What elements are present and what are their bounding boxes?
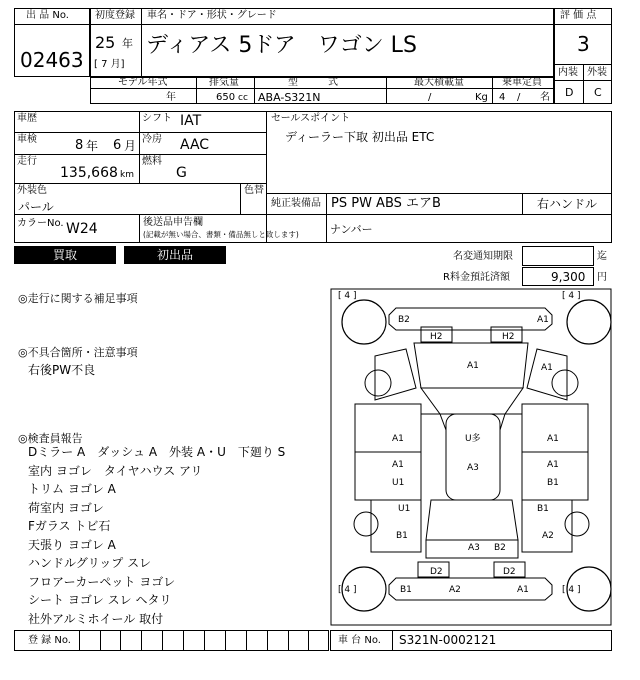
report-line: ハンドルグリップ スレ <box>28 556 152 570</box>
interior-grade: D <box>565 86 574 99</box>
damage-mark: A1 <box>547 434 559 444</box>
capacity-label: 乗車定員 <box>502 77 542 88</box>
damage-mark: A1 <box>392 460 404 470</box>
ac-value: AAC <box>180 137 210 153</box>
chassis-no: S321N-0002121 <box>399 633 497 647</box>
defect-notes-title: ◎不具合箇所・注意事項 <box>18 346 138 359</box>
inspector-report-title: ◎検査員報告 <box>18 432 83 445</box>
damage-mark: A1 <box>541 363 553 373</box>
car-name: ディアス 5ドア ワゴン LS <box>146 33 417 58</box>
damage-mark: A1 <box>537 315 549 325</box>
shaken-month: 6 <box>113 138 122 153</box>
post-document-note: (記載が無い場合、書類・備品無しと致します) <box>143 230 299 239</box>
capacity: 4 <box>499 92 506 103</box>
car-name-label: 車名・ドア・形状・グレード <box>147 10 277 21</box>
displacement-unit: cc <box>238 93 248 103</box>
damage-mark: A2 <box>542 531 554 541</box>
mileage-unit: km <box>120 170 134 180</box>
yen-unit: 円 <box>597 272 607 283</box>
fuel-value: G <box>176 165 187 181</box>
damage-mark: A3 <box>467 463 479 473</box>
tire-front-right <box>567 300 611 344</box>
report-line: Fガラス トビ石 <box>28 519 111 533</box>
damage-mark: A1 <box>392 434 404 444</box>
damage-mark: A3 <box>468 543 480 553</box>
report-line: フロアーカーペット ヨゴレ <box>28 574 176 589</box>
shaken-year-unit: 年 <box>86 139 99 153</box>
tire-label: [ 4 ] <box>562 585 581 595</box>
displacement: 650 <box>216 92 236 103</box>
max-load-label: 最大積載量 <box>414 77 464 88</box>
color-no: W24 <box>66 221 98 237</box>
damage-mark: B1 <box>547 478 559 488</box>
fuel-label: 燃料 <box>142 156 162 167</box>
car-damage-diagram <box>330 288 612 626</box>
defect-text: 右後PW不良 <box>28 363 96 377</box>
damage-mark: B2 <box>398 315 410 325</box>
options-value: PS PW ABS エアB <box>331 196 441 211</box>
grade-label: 評 価 点 <box>560 10 597 21</box>
report-line: 荷室内 ヨゴレ <box>28 500 104 515</box>
damage-mark: U多 <box>465 434 481 444</box>
damage-mark: A1 <box>467 361 479 371</box>
registration-month: [ 7 月] <box>94 59 125 70</box>
damage-mark: D2 <box>503 567 516 577</box>
exterior-grade: C <box>594 86 602 99</box>
name-change-unit: 迄 <box>597 251 607 262</box>
mileage: 135,668 <box>60 165 118 181</box>
damage-mark: B1 <box>400 585 412 595</box>
shaken-year: 8 <box>75 138 84 153</box>
shift-label: シフト <box>142 113 172 124</box>
report-line: シート ヨゴレ スレ ヘタリ <box>28 593 172 607</box>
number-plate-label: ナンバー <box>330 223 373 236</box>
ac-label: 冷房 <box>142 134 162 145</box>
damage-mark: A1 <box>517 585 529 595</box>
max-load-unit: Kg <box>475 92 488 103</box>
post-document-label: 後送品申告欄 <box>143 217 203 228</box>
model-year-label: モデル年式 <box>118 77 168 88</box>
recycle-label: R料金預託済額 <box>443 272 510 283</box>
registration-no-label: 登 録 No. <box>28 635 71 646</box>
capacity-slash: / <box>517 92 521 103</box>
exterior-label: 外装 <box>587 67 607 78</box>
model-year-unit: 年 <box>166 92 176 103</box>
report-line: 社外アルミホイール 取付 <box>28 611 164 626</box>
first-listing-button[interactable]: 初出品 <box>124 246 226 264</box>
history-label: 車歴 <box>17 113 37 124</box>
damage-mark: A2 <box>449 585 461 595</box>
registration-year-unit: 年 <box>122 37 133 50</box>
registration-year: 25 <box>95 33 116 52</box>
lot-number: 02463 <box>20 48 84 72</box>
chassis-no-label: 車 台 No. <box>338 635 381 646</box>
handle-position: 右ハンドル <box>537 197 598 211</box>
options-label: 純正装備品 <box>271 198 321 209</box>
color-no-label: カラーNo. <box>17 218 64 229</box>
report-line: Dミラー A ダッシュ A 外装 A・U 下廻り S <box>28 445 286 459</box>
sales-point-label: セールスポイント <box>271 113 351 124</box>
damage-mark: H2 <box>502 332 515 342</box>
damage-mark: U1 <box>398 504 411 514</box>
damage-mark: B1 <box>537 504 549 514</box>
buy-button[interactable]: 買取 <box>14 246 116 264</box>
tire-label: [ 4 ] <box>562 291 581 301</box>
name-change-box <box>522 246 594 266</box>
tire-label: [ 4 ] <box>338 585 357 595</box>
mileage-label: 走行 <box>17 156 37 167</box>
displacement-label: 排気量 <box>209 77 239 88</box>
damage-mark: U1 <box>392 478 405 488</box>
name-change-label: 名変通知期限 <box>453 251 513 262</box>
capacity-unit: 名 <box>540 92 550 103</box>
shift-value: IAT <box>180 113 202 129</box>
tire-label: [ 4 ] <box>338 291 357 301</box>
inspector-report-list <box>28 446 328 631</box>
first-registration-label: 初度登録 <box>95 10 135 21</box>
type-label: 型 式 <box>288 77 338 88</box>
damage-mark: H2 <box>430 332 443 342</box>
lot-number-label: 出 品 No. <box>26 10 69 21</box>
shaken-label: 車検 <box>17 134 37 145</box>
overall-grade: 3 <box>577 32 590 56</box>
sales-point-text: ディーラー下取 初出品 ETC <box>285 130 435 144</box>
tire-front-left <box>342 300 386 344</box>
damage-mark: A1 <box>547 460 559 470</box>
repaint-label: 色替 <box>244 185 264 196</box>
report-line: トリム ヨゴレ A <box>28 482 116 496</box>
report-line: 天張り ヨゴレ A <box>28 537 116 552</box>
model-type: ABA-S321N <box>258 91 321 104</box>
damage-mark: B1 <box>396 531 408 541</box>
damage-mark: B2 <box>494 543 506 553</box>
max-load-slash: / <box>428 92 432 103</box>
exterior-color: パール <box>18 200 54 214</box>
report-line: 室内 ヨゴレ タイヤハウス アリ <box>28 463 203 478</box>
recycle-amount: 9,300 <box>551 270 586 284</box>
interior-label: 内装 <box>558 67 578 78</box>
driving-notes-title: ◎走行に関する補足事項 <box>18 292 138 305</box>
shaken-month-unit: 月 <box>124 139 137 153</box>
damage-mark: D2 <box>430 567 443 577</box>
exterior-color-label: 外装色 <box>17 185 47 196</box>
